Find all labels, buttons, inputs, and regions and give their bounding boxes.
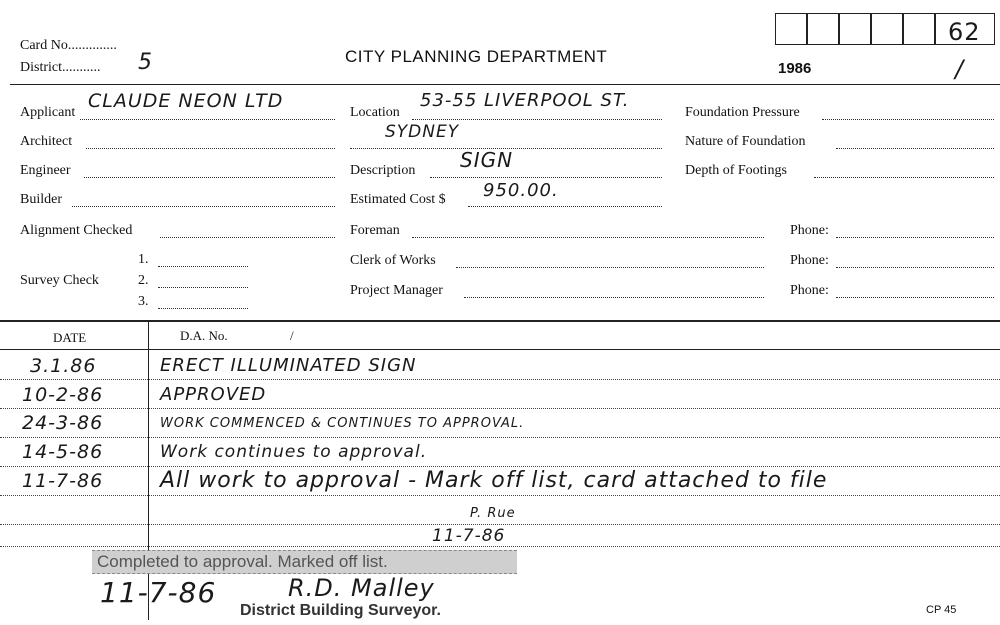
card-no-label: Card No..............	[20, 38, 117, 53]
cost-line	[468, 206, 662, 207]
clerk-phone-label: Phone:	[790, 253, 829, 268]
number-box	[903, 13, 935, 45]
ledger-line	[0, 495, 1000, 496]
page-title: CITY PLANNING DEPARTMENT	[345, 47, 608, 66]
survey-line-1	[158, 266, 248, 267]
description-line	[430, 177, 662, 178]
entry-text: WORK COMMENCED & CONTINUES TO APPROVAL.	[160, 416, 525, 431]
signed-date: 11-7-86	[432, 526, 506, 546]
pm-label: Project Manager	[350, 283, 443, 298]
stamp-text: Completed to approval. Marked off list.	[97, 552, 388, 571]
stamp-signature: R.D. Malley	[288, 574, 435, 602]
foreman-phone-line	[836, 237, 994, 238]
foreman-label: Foreman	[350, 223, 400, 238]
year-label: 1986	[778, 60, 812, 77]
entry-text: ERECT ILLUMINATED SIGN	[160, 355, 417, 376]
da-header: D.A. No.	[180, 328, 228, 343]
builder-line	[72, 206, 335, 207]
form-code: CP 45	[926, 604, 957, 616]
cost-label: Estimated Cost $	[350, 192, 446, 207]
location-value-2: SYDNEY	[385, 122, 460, 142]
applicant-line	[80, 119, 335, 120]
ledger-line	[0, 546, 1000, 547]
ledger-line	[0, 408, 1000, 409]
card-mark: /	[955, 55, 965, 83]
pm-phone-label: Phone:	[790, 283, 829, 298]
entry-date: 14-5-86	[22, 441, 104, 463]
ledger-line	[0, 437, 1000, 438]
entry-text: Work continues to approval.	[160, 442, 428, 462]
builder-label: Builder	[20, 192, 62, 207]
pm-line	[464, 297, 764, 298]
alignment-label: Alignment Checked	[20, 223, 133, 238]
nature-foundation-line	[836, 148, 994, 149]
date-header: DATE	[53, 330, 87, 345]
ledger-line	[0, 466, 1000, 467]
foundation-pressure-label: Foundation Pressure	[685, 105, 800, 120]
description-label: Description	[350, 163, 416, 178]
engineer-line	[84, 177, 335, 178]
description-value: SIGN	[460, 148, 514, 172]
depth-footings-line	[814, 177, 994, 178]
entry-date: 11-7-86	[22, 470, 104, 492]
survey-item-3: 3.	[138, 294, 149, 309]
entry-date: 3.1.86	[30, 355, 97, 377]
district-label: District...........	[20, 60, 101, 75]
entry-date: 24-3-86	[22, 412, 104, 434]
survey-item-1: 1.	[138, 252, 149, 267]
ledger-top-rule	[0, 320, 1000, 322]
applicant-label: Applicant	[20, 105, 76, 120]
foreman-line	[412, 237, 764, 238]
nature-foundation-label: Nature of Foundation	[685, 134, 806, 149]
clerk-line	[456, 267, 764, 268]
architect-line	[86, 148, 335, 149]
ledger-line	[0, 524, 1000, 525]
survey-label: Survey Check	[20, 273, 99, 288]
header-rule	[10, 84, 1000, 85]
survey-item-2: 2.	[138, 273, 149, 288]
stamp-date: 11-7-86	[100, 576, 217, 609]
cost-value: 950.00.	[483, 180, 559, 201]
number-box	[871, 13, 903, 45]
foundation-pressure-line	[822, 119, 994, 120]
applicant-value: CLAUDE NEON LTD	[88, 90, 284, 112]
survey-line-3	[158, 308, 248, 309]
alignment-line	[160, 237, 335, 238]
entry-date: 10-2-86	[22, 384, 104, 406]
number-box	[839, 13, 871, 45]
foreman-phone-label: Phone:	[790, 223, 829, 238]
number-box	[775, 13, 807, 45]
architect-label: Architect	[20, 134, 73, 149]
location-line-1	[412, 119, 662, 120]
stamp-title: District Building Surveyor.	[240, 602, 441, 619]
depth-footings-label: Depth of Footings	[685, 163, 787, 178]
entry-text: APPROVED	[160, 384, 267, 405]
location-value-1: 53-55 LIVERPOOL ST.	[420, 90, 630, 111]
da-value: /	[290, 328, 294, 343]
survey-line-2	[158, 287, 248, 288]
card-number: 62	[948, 18, 981, 46]
ledger-line	[0, 379, 1000, 380]
initials: P. Rue	[470, 506, 516, 521]
district-value: 5	[138, 50, 153, 75]
clerk-label: Clerk of Works	[350, 253, 436, 268]
location-label: Location	[350, 105, 400, 120]
engineer-label: Engineer	[20, 163, 71, 178]
number-box	[807, 13, 839, 45]
entry-text: All work to approval - Mark off list, card attached to file	[160, 468, 828, 493]
clerk-phone-line	[836, 267, 994, 268]
ledger-header-rule	[0, 349, 1000, 350]
pm-phone-line	[836, 297, 994, 298]
